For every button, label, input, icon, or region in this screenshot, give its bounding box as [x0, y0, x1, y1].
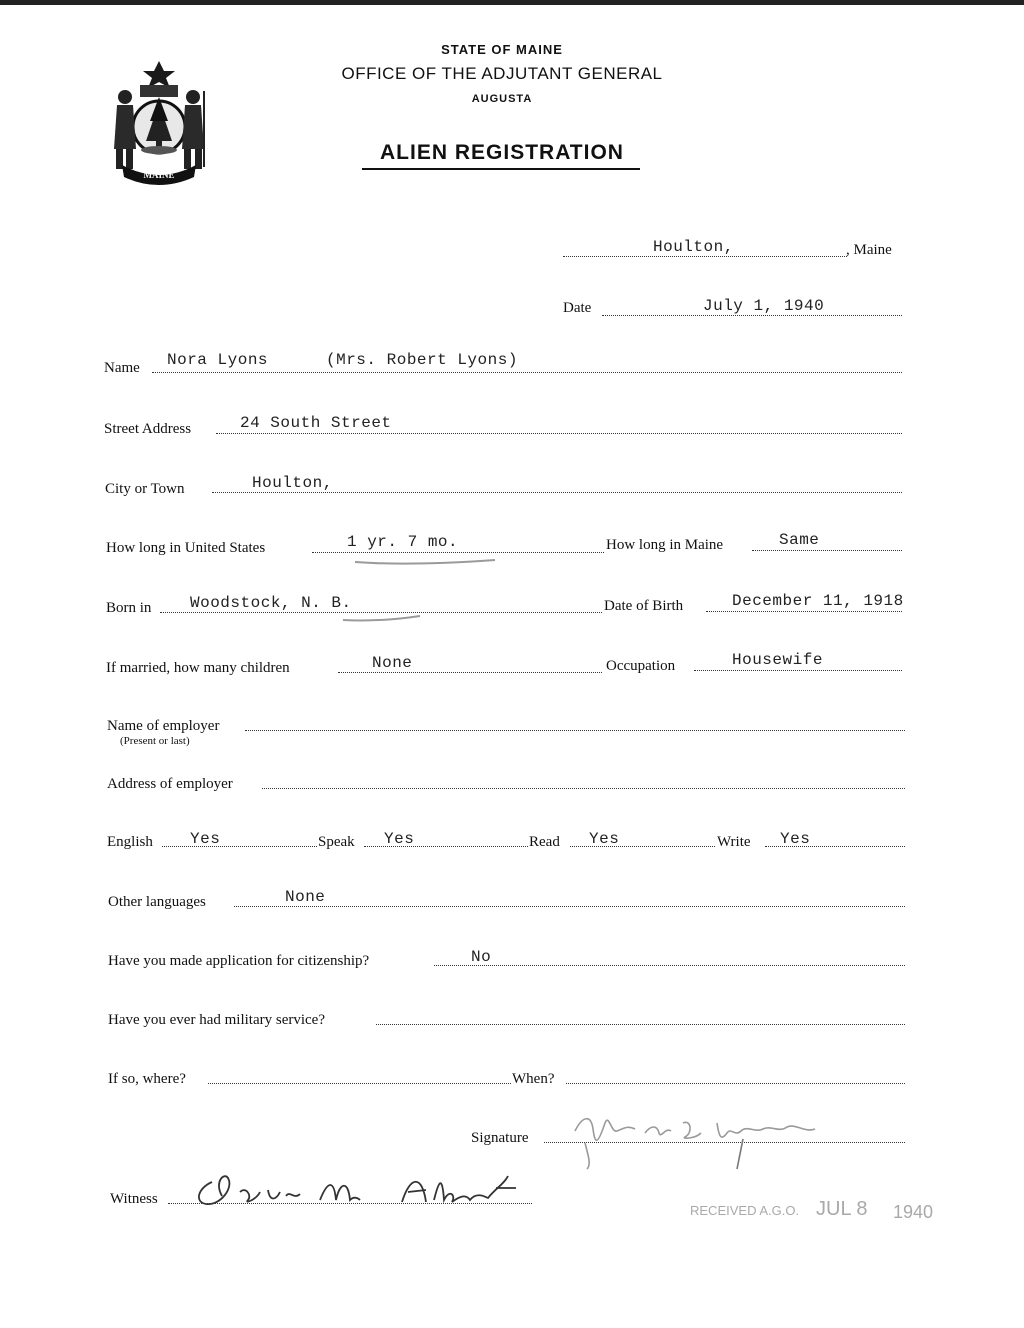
- when-line: [566, 1083, 905, 1084]
- read-value: Yes: [589, 830, 620, 848]
- dob-label: Date of Birth: [604, 598, 684, 614]
- other-languages-value: None: [285, 888, 326, 906]
- citizenship-label: Have you made application for citizenship?: [108, 953, 370, 969]
- english-label: English: [107, 834, 153, 850]
- name-line: [152, 372, 902, 373]
- street-label: Street Address: [104, 421, 192, 437]
- title-underline: [362, 168, 640, 170]
- dob-value: December 11, 1918: [732, 592, 904, 610]
- children-value: None: [372, 654, 413, 672]
- born-value: Woodstock, N. B.: [190, 594, 352, 612]
- date-value: July 1, 1940: [703, 297, 825, 315]
- city-heading: AUGUSTA: [471, 93, 533, 105]
- read-label: Read: [529, 834, 560, 850]
- born-label: Born in: [106, 600, 152, 616]
- occupation-label: Occupation: [606, 658, 676, 674]
- employer-line: [245, 730, 905, 731]
- city-label: City or Town: [105, 481, 185, 497]
- witness-signature: [190, 1166, 540, 1216]
- pencil-underline-mark: [350, 554, 500, 570]
- name-value-married: (Mrs. Robert Lyons): [326, 351, 518, 369]
- us-duration-value: 1 yr. 7 mo.: [347, 533, 459, 551]
- children-line: [338, 672, 602, 673]
- maine-state-seal-icon: [104, 57, 214, 185]
- place-line: [563, 256, 847, 257]
- children-label: If married, how many children: [106, 660, 290, 676]
- citizenship-value: No: [471, 948, 492, 966]
- us-duration-label: How long in United States: [106, 540, 266, 556]
- state-heading: STATE OF MAINE: [441, 42, 563, 57]
- write-label: Write: [717, 834, 751, 850]
- seal-banner-text: MAINE: [143, 170, 175, 180]
- when-label: When?: [512, 1071, 555, 1087]
- street-line: [216, 433, 902, 434]
- employer-sublabel: (Present or last): [120, 735, 190, 747]
- occupation-line: [694, 670, 902, 671]
- other-languages-line: [234, 906, 905, 907]
- employer-address-line: [262, 788, 905, 789]
- maine-duration-label: How long in Maine: [606, 537, 724, 553]
- signature-label: Signature: [471, 1130, 529, 1146]
- name-value: Nora Lyons: [167, 351, 269, 369]
- military-line: [376, 1024, 905, 1025]
- city-value: Houlton,: [252, 474, 333, 492]
- occupation-value: Housewife: [732, 651, 823, 669]
- name-label: Name: [104, 360, 140, 376]
- place-value: Houlton,: [653, 238, 734, 256]
- received-stamp-prefix: RECEIVED A.G.O.: [690, 1203, 800, 1218]
- page-top-border: [0, 0, 1024, 5]
- where-label: If so, where?: [108, 1071, 186, 1087]
- witness-label: Witness: [110, 1191, 158, 1207]
- received-stamp-date: JUL 8: [816, 1198, 868, 1220]
- us-duration-line: [312, 552, 604, 553]
- where-line: [208, 1083, 511, 1084]
- form-title: ALIEN REGISTRATION: [380, 141, 624, 164]
- city-line: [212, 492, 902, 493]
- english-value: Yes: [190, 830, 221, 848]
- date-line: [602, 315, 902, 316]
- other-languages-label: Other languages: [108, 894, 206, 910]
- english-line: [162, 846, 317, 847]
- employer-address-label: Address of employer: [107, 776, 233, 792]
- maine-duration-value: Same: [779, 531, 820, 549]
- applicant-signature: [565, 1103, 835, 1173]
- speak-label: Speak: [318, 834, 355, 850]
- place-suffix: , Maine: [846, 242, 892, 258]
- maine-duration-line: [752, 550, 902, 551]
- pencil-underline-mark: [340, 612, 424, 626]
- military-label: Have you ever had military service?: [108, 1012, 325, 1028]
- dob-line: [706, 611, 902, 612]
- citizenship-line: [434, 965, 905, 966]
- street-value: 24 South Street: [240, 414, 392, 432]
- date-label: Date: [563, 300, 592, 316]
- employer-label: Name of employer: [107, 718, 220, 734]
- speak-value: Yes: [384, 830, 415, 848]
- write-value: Yes: [780, 830, 811, 848]
- office-heading: OFFICE OF THE ADJUTANT GENERAL: [341, 64, 663, 83]
- received-stamp-year: 1940: [893, 1202, 934, 1222]
